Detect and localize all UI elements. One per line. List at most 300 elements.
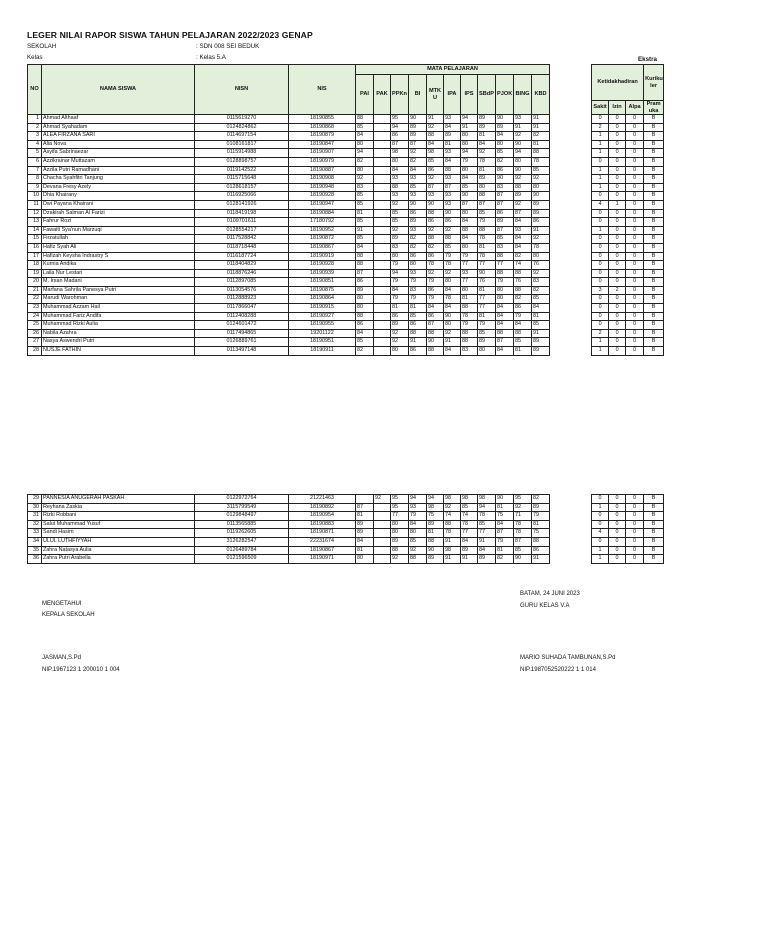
cell-sakit: 0: [592, 495, 609, 504]
cell-nilai: 80: [461, 209, 478, 218]
cell-nilai: 92: [514, 175, 532, 184]
cell-nilai: 91: [532, 123, 550, 132]
cell-nilai: [374, 183, 391, 192]
cell-nilai: 90: [427, 338, 444, 347]
cell-nilai: 83: [532, 278, 550, 287]
table-row: [28, 329, 768, 338]
cell-nis: 18190948: [289, 183, 356, 192]
cell-nisn: 0115914988: [195, 149, 289, 158]
cell-nilai: 78: [514, 529, 532, 538]
cell-nilai: 84: [514, 235, 532, 244]
cell-nilai: [374, 503, 391, 512]
cell-nilai: 84: [409, 520, 427, 529]
cell-nilai: 87: [496, 192, 514, 201]
cell-izin: 0: [609, 226, 626, 235]
cell-nilai: 80: [391, 252, 409, 261]
cell-nilai: 86: [444, 218, 461, 227]
cell-nilai: 90: [427, 546, 444, 555]
cell-nilai: 80: [478, 183, 496, 192]
cell-nilai: 87: [478, 200, 496, 209]
cell-izin: 0: [609, 166, 626, 175]
cell-izin: 0: [609, 192, 626, 201]
cell-pramuka: B: [644, 235, 664, 244]
cell-nilai: 89: [496, 123, 514, 132]
cell-sakit: 4: [592, 200, 609, 209]
cell-nilai: 95: [391, 115, 409, 124]
cell-nilai: 81: [391, 304, 409, 313]
cell-nilai: 84: [478, 140, 496, 149]
cell-nilai: 92: [444, 269, 461, 278]
cell-nilai: 81: [478, 312, 496, 321]
cell-nisn: 0117528842: [195, 235, 289, 244]
cell-nilai: 94: [514, 149, 532, 158]
cell-nilai: 80: [356, 166, 374, 175]
table-row: [28, 226, 768, 235]
cell-nilai: [374, 123, 391, 132]
cell-nilai: 80: [356, 304, 374, 313]
cell-pramuka: B: [644, 546, 664, 555]
cell-nilai: 84: [461, 235, 478, 244]
cell-nilai: 89: [356, 286, 374, 295]
page-title: LEGER NILAI RAPOR SISWA TAHUN PELAJARAN 2022/2023 GENAP: [27, 30, 313, 40]
gap-cell: [550, 529, 592, 538]
cell-alpa: 0: [626, 261, 644, 270]
cell-nilai: 84: [514, 243, 532, 252]
cell-nilai: 94: [391, 269, 409, 278]
table-row: [28, 209, 768, 218]
cell-nilai: [374, 235, 391, 244]
cell-nama: Dwi Payana Khairani: [42, 200, 195, 209]
cell-alpa: 0: [626, 192, 644, 201]
cell-nilai: 86: [496, 209, 514, 218]
cell-nilai: 88: [532, 149, 550, 158]
cell-nis: 18190892: [289, 503, 356, 512]
cell-nilai: 85: [532, 295, 550, 304]
blank-area: [664, 347, 768, 356]
cell-sakit: 0: [592, 520, 609, 529]
cell-sakit: 0: [592, 252, 609, 261]
cell-nilai: 92: [427, 226, 444, 235]
cell-nilai: 89: [532, 200, 550, 209]
cell-nilai: 86: [356, 278, 374, 287]
cell-nilai: 91: [478, 537, 496, 546]
cell-nilai: 85: [514, 546, 532, 555]
cell-nilai: 93: [444, 115, 461, 124]
cell-nilai: 78: [514, 520, 532, 529]
cell-no: 14: [28, 226, 42, 235]
cell-nilai: 95: [391, 495, 409, 504]
cell-nilai: 92: [532, 269, 550, 278]
gap-cell: [550, 312, 592, 321]
cell-nilai: 80: [461, 132, 478, 141]
cell-nilai: 91: [532, 115, 550, 124]
col-subject: KBD: [532, 75, 550, 115]
cell-nilai: 79: [409, 278, 427, 287]
cell-no: 4: [28, 140, 42, 149]
table-row: [28, 537, 664, 546]
cell-nama: Muhammad Rizki Aulia: [42, 321, 195, 330]
cell-nilai: 82: [532, 132, 550, 141]
table-row: [28, 235, 768, 244]
cell-nilai: 87: [514, 537, 532, 546]
blank-area: [664, 157, 768, 166]
cell-no: 25: [28, 321, 42, 330]
cell-nilai: 88: [478, 192, 496, 201]
cell-no: 31: [28, 512, 42, 521]
cell-sakit: 3: [592, 286, 609, 295]
cell-no: 13: [28, 218, 42, 227]
cell-nilai: 89: [532, 347, 550, 356]
cell-nilai: 84: [391, 166, 409, 175]
cell-alpa: 0: [626, 329, 644, 338]
sekolah-label: SEKOLAH: [27, 43, 57, 50]
cell-nilai: 88: [444, 235, 461, 244]
cell-nilai: 92: [478, 149, 496, 158]
sign-left-line1: MENGETAHUI: [42, 601, 82, 607]
cell-nis: 18190908: [289, 175, 356, 184]
cell-nilai: 91: [409, 338, 427, 347]
cell-sakit: 4: [592, 529, 609, 538]
cell-pramuka: B: [644, 347, 664, 356]
cell-izin: 0: [609, 235, 626, 244]
cell-nilai: 88: [478, 226, 496, 235]
gap-cell: [550, 65, 592, 115]
table-row: [28, 278, 768, 287]
cell-nilai: 90: [514, 166, 532, 175]
gap-cell: [550, 218, 592, 227]
table-row: [28, 192, 768, 201]
cell-nilai: 86: [409, 209, 427, 218]
cell-nilai: 84: [356, 132, 374, 141]
cell-nis: 18190855: [289, 115, 356, 124]
table-row: [28, 321, 768, 330]
cell-pramuka: B: [644, 304, 664, 313]
cell-nilai: [374, 209, 391, 218]
cell-nilai: 93: [461, 269, 478, 278]
cell-nis: 17180792: [289, 218, 356, 227]
cell-nilai: 78: [478, 512, 496, 521]
cell-nilai: 89: [391, 537, 409, 546]
cell-sakit: 1: [592, 140, 609, 149]
cell-nilai: 86: [409, 321, 427, 330]
cell-izin: 0: [609, 512, 626, 521]
cell-nilai: 85: [356, 218, 374, 227]
cell-nilai: 82: [496, 157, 514, 166]
cell-sakit: 0: [592, 537, 609, 546]
cell-nilai: 76: [478, 278, 496, 287]
blank-area: [664, 261, 768, 270]
table-row: [28, 175, 768, 184]
cell-nisn: 0115715648: [195, 175, 289, 184]
cell-nis: 18190868: [289, 123, 356, 132]
cell-izin: 0: [609, 537, 626, 546]
cell-izin: 0: [609, 261, 626, 270]
col-no: NO: [28, 65, 42, 115]
cell-nilai: 89: [391, 235, 409, 244]
cell-nilai: 85: [496, 235, 514, 244]
cell-nis: 18190952: [289, 226, 356, 235]
cell-nilai: 89: [409, 132, 427, 141]
table-row: [28, 157, 768, 166]
cell-nisn: 0128618157: [195, 183, 289, 192]
cell-nilai: 87: [514, 209, 532, 218]
cell-nisn: 3115799549: [195, 503, 289, 512]
cell-nilai: 74: [514, 261, 532, 270]
cell-nilai: 86: [391, 132, 409, 141]
blank-area: [664, 338, 768, 347]
cell-nilai: [374, 149, 391, 158]
cell-nilai: 79: [427, 295, 444, 304]
cell-pramuka: B: [644, 555, 664, 564]
table-row: [28, 546, 664, 555]
cell-nilai: 88: [409, 329, 427, 338]
cell-nilai: 85: [356, 200, 374, 209]
blank-area: [664, 278, 768, 287]
cell-nilai: 82: [496, 555, 514, 564]
cell-nis: 18190911: [289, 347, 356, 356]
cell-nilai: [374, 347, 391, 356]
gap-cell: [550, 166, 592, 175]
cell-nilai: 86: [409, 252, 427, 261]
cell-alpa: 0: [626, 278, 644, 287]
cell-nis: 18190867: [289, 546, 356, 555]
cell-nilai: 78: [532, 243, 550, 252]
cell-nilai: 92: [409, 546, 427, 555]
cell-nilai: 93: [409, 192, 427, 201]
cell-alpa: 0: [626, 495, 644, 504]
cell-alpa: 0: [626, 321, 644, 330]
cell-alpa: 0: [626, 209, 644, 218]
cell-nisn: 0129848497: [195, 512, 289, 521]
cell-nilai: 77: [478, 295, 496, 304]
cell-no: 8: [28, 175, 42, 184]
cell-nilai: 77: [391, 512, 409, 521]
cell-nilai: 88: [427, 537, 444, 546]
cell-sakit: 1: [592, 149, 609, 158]
cell-nilai: [374, 243, 391, 252]
cell-no: 2: [28, 123, 42, 132]
gap-cell: [550, 200, 592, 209]
cell-nilai: 85: [391, 218, 409, 227]
sign-right-name: MARIO SUHADA TAMBUNAN,S.Pd: [520, 655, 616, 661]
cell-nisn: 0113054576: [195, 286, 289, 295]
cell-sakit: 0: [592, 157, 609, 166]
cell-nilai: 93: [444, 175, 461, 184]
cell-no: 22: [28, 295, 42, 304]
cell-nisn: 0126489784: [195, 546, 289, 555]
cell-nis: 18190928: [289, 261, 356, 270]
cell-nilai: 81: [532, 520, 550, 529]
cell-izin: 0: [609, 546, 626, 555]
cell-pramuka: B: [644, 520, 664, 529]
cell-izin: 0: [609, 312, 626, 321]
kelas-label: Kelas: [27, 54, 43, 61]
cell-nisn: 0118718448: [195, 243, 289, 252]
cell-nilai: 93: [444, 149, 461, 158]
cell-nilai: 84: [478, 546, 496, 555]
cell-alpa: 0: [626, 226, 644, 235]
cell-nilai: 78: [444, 295, 461, 304]
cell-nilai: 92: [444, 503, 461, 512]
cell-nilai: [374, 140, 391, 149]
cell-nilai: 89: [409, 123, 427, 132]
blank-area: [664, 226, 768, 235]
cell-nilai: 85: [356, 338, 374, 347]
table-row: [28, 312, 768, 321]
cell-nis: 18190851: [289, 278, 356, 287]
cell-pramuka: B: [644, 140, 664, 149]
cell-alpa: 0: [626, 252, 644, 261]
cell-sakit: 0: [592, 295, 609, 304]
cell-sakit: 1: [592, 555, 609, 564]
cell-nama: Rizki Robbani: [42, 512, 195, 521]
cell-nilai: 93: [444, 200, 461, 209]
cell-nilai: 84: [514, 218, 532, 227]
table-row: [28, 149, 768, 158]
cell-nilai: 89: [532, 503, 550, 512]
cell-nilai: [374, 132, 391, 141]
cell-izin: 0: [609, 252, 626, 261]
cell-nisn: 0121596509: [195, 555, 289, 564]
cell-nilai: 81: [532, 312, 550, 321]
cell-nilai: 78: [461, 520, 478, 529]
cell-alpa: 0: [626, 149, 644, 158]
cell-nilai: 95: [514, 495, 532, 504]
cell-alpa: 0: [626, 218, 644, 227]
cell-nama: Zahra Natasya Aulia: [42, 546, 195, 555]
cell-nilai: 90: [427, 200, 444, 209]
cell-nilai: 81: [409, 304, 427, 313]
cell-nilai: 98: [391, 149, 409, 158]
cell-alpa: 0: [626, 338, 644, 347]
cell-nilai: 91: [532, 555, 550, 564]
sign-date: BATAM, 24 JUNI 2023: [520, 591, 580, 597]
cell-pramuka: B: [644, 261, 664, 270]
gap-cell: [550, 537, 592, 546]
cell-nilai: 82: [409, 157, 427, 166]
cell-nama: Muhammad Fariz Andifa: [42, 312, 195, 321]
cell-nilai: 87: [356, 503, 374, 512]
cell-nama: Dhia Khairany: [42, 192, 195, 201]
cell-nisn: 0112888923: [195, 295, 289, 304]
cell-nilai: [356, 495, 374, 504]
kelas-value: : Kelas 5.A: [196, 54, 226, 61]
cell-nilai: [374, 269, 391, 278]
cell-nilai: 93: [409, 269, 427, 278]
blank-area: [664, 65, 768, 115]
cell-nama: Ahmad Althaaf: [42, 115, 195, 124]
cell-nis: 18190971: [289, 555, 356, 564]
cell-sakit: 0: [592, 321, 609, 330]
cell-nilai: 80: [514, 157, 532, 166]
cell-nilai: 91: [461, 123, 478, 132]
col-subject: PAK: [374, 75, 391, 115]
cell-nilai: 89: [478, 123, 496, 132]
cell-pramuka: B: [644, 321, 664, 330]
cell-nama: Nabila Azahra: [42, 329, 195, 338]
cell-nisn: 0128898757: [195, 157, 289, 166]
table-row: [28, 295, 768, 304]
cell-nilai: 90: [409, 200, 427, 209]
cell-nilai: 88: [356, 312, 374, 321]
cell-nama: Azzikrainar Muttazam: [42, 157, 195, 166]
cell-nilai: 84: [444, 286, 461, 295]
cell-nilai: 78: [461, 312, 478, 321]
cell-nis: 18190915: [289, 304, 356, 313]
gap-cell: [550, 132, 592, 141]
cell-nilai: 81: [356, 512, 374, 521]
cell-nilai: 82: [427, 243, 444, 252]
cell-nama: Zahra Putri Arabella: [42, 555, 195, 564]
cell-pramuka: B: [644, 226, 664, 235]
cell-nilai: [374, 555, 391, 564]
blank-area: [664, 218, 768, 227]
cell-nilai: 81: [496, 546, 514, 555]
col-subject: PPKn: [391, 75, 409, 115]
cell-nilai: 92: [427, 269, 444, 278]
gap-cell: [550, 243, 592, 252]
blank-area: [664, 269, 768, 278]
cell-no: 35: [28, 546, 42, 555]
cell-no: 19: [28, 269, 42, 278]
cell-nilai: 94: [461, 149, 478, 158]
cell-nama: Devana Fresy Azely: [42, 183, 195, 192]
cell-nilai: 71: [514, 512, 532, 521]
cell-sakit: 1: [592, 132, 609, 141]
cell-nilai: 80: [409, 529, 427, 538]
cell-nilai: 88: [514, 269, 532, 278]
cell-nisn: 0108161817: [195, 140, 289, 149]
cell-nilai: 88: [427, 209, 444, 218]
cell-nilai: 88: [409, 555, 427, 564]
cell-nilai: 89: [409, 218, 427, 227]
cell-nilai: 81: [478, 286, 496, 295]
blank-area: [664, 243, 768, 252]
cell-pramuka: B: [644, 329, 664, 338]
cell-nisn: 0117866047: [195, 304, 289, 313]
table-row: [28, 512, 664, 521]
cell-izin: 1: [609, 200, 626, 209]
cell-nilai: 86: [427, 286, 444, 295]
cell-nilai: 85: [496, 149, 514, 158]
cell-nis: 18190979: [289, 157, 356, 166]
cell-nilai: 79: [478, 218, 496, 227]
cell-nilai: 81: [461, 295, 478, 304]
cell-nilai: 85: [514, 338, 532, 347]
cell-nilai: [374, 312, 391, 321]
cell-nilai: 85: [356, 235, 374, 244]
cell-nilai: 88: [427, 132, 444, 141]
cell-nama: Fahrur Rozi: [42, 218, 195, 227]
cell-nisn: 0118404829: [195, 261, 289, 270]
cell-nilai: 83: [496, 243, 514, 252]
gap-cell: [550, 555, 592, 564]
cell-pramuka: B: [644, 132, 664, 141]
cell-izin: 0: [609, 295, 626, 304]
cell-pramuka: B: [644, 192, 664, 201]
cell-nilai: [374, 537, 391, 546]
cell-nilai: 83: [461, 347, 478, 356]
cell-nilai: 92: [391, 226, 409, 235]
cell-nilai: 77: [478, 261, 496, 270]
blank-area: [664, 312, 768, 321]
cell-nilai: 92: [427, 123, 444, 132]
cell-no: 21: [28, 286, 42, 295]
cell-nilai: [374, 278, 391, 287]
cell-nilai: 94: [478, 503, 496, 512]
cell-nilai: 82: [409, 235, 427, 244]
cell-nilai: 93: [391, 192, 409, 201]
